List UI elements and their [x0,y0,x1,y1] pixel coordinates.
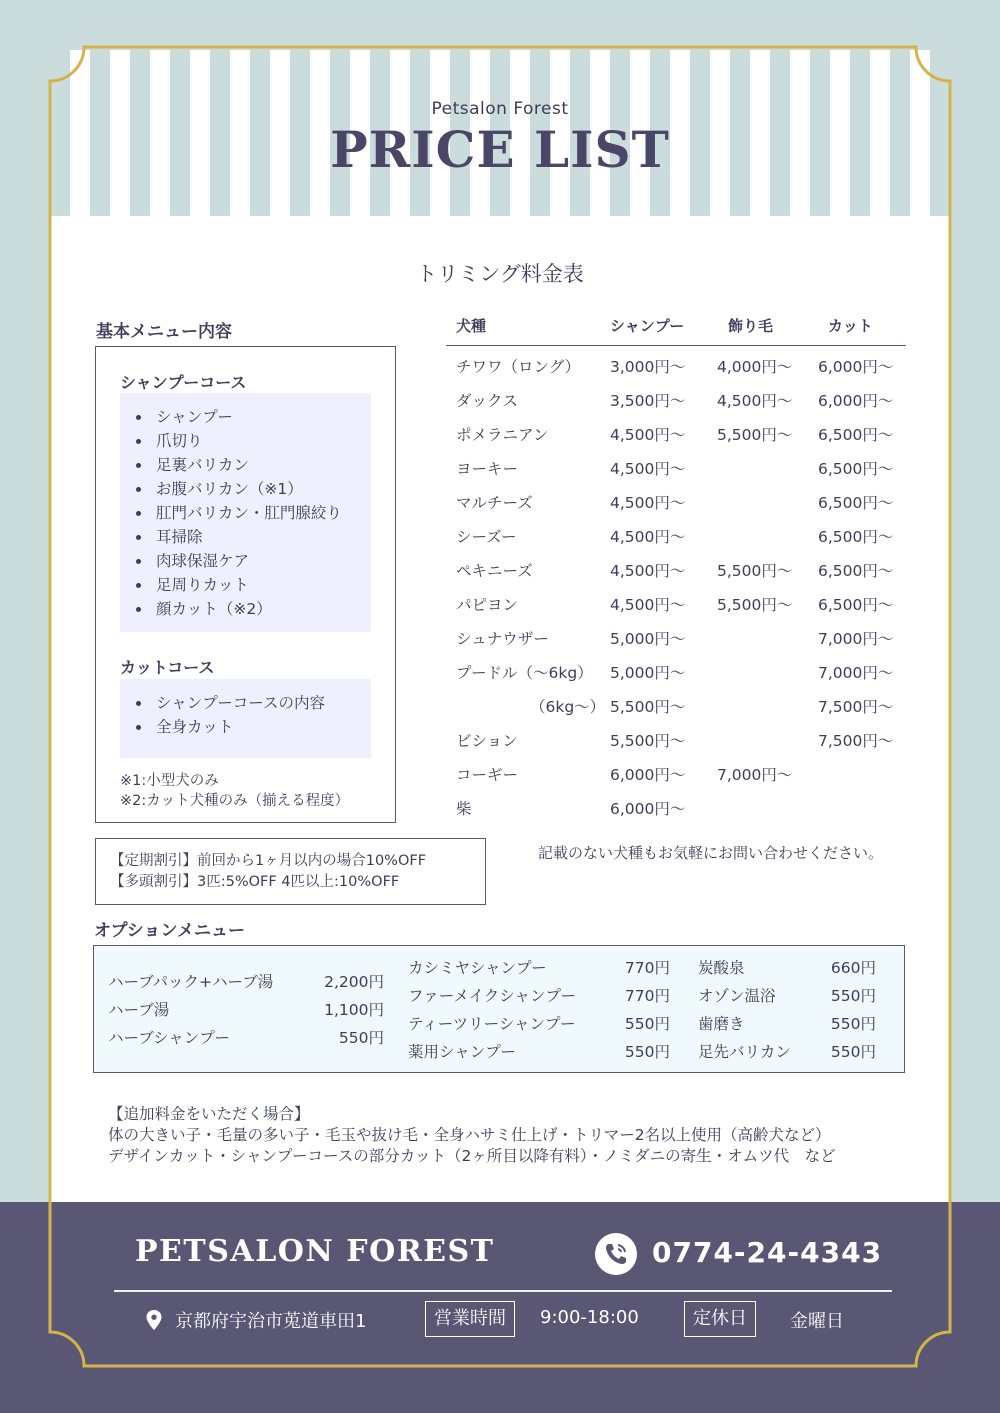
shampoo-price-cell: 3,500円〜 [610,392,686,410]
cut-price-cell: 6,500円〜 [818,494,894,512]
cut-course-list [120,679,371,758]
footer-salon-name: PETSALON FOREST [135,1234,495,1269]
option-name: カシミヤシャンプー [408,959,547,977]
price-table-body [446,350,906,826]
option-name: ティーツリーシャンプー [408,1015,576,1033]
cut-price-cell: 6,000円〜 [818,358,894,376]
option-name: ハーブシャンプー [108,1029,230,1047]
note-1: ※1:小型犬のみ [120,773,219,789]
list-item: 全身カット [134,715,371,739]
option-name: ハーブ湯 [108,1001,170,1019]
header-subtitle: Petsalon Forest [431,99,569,119]
option-name: オゾン温浴 [698,987,776,1005]
option-name: 足先バリカン [698,1043,791,1061]
option-price: 550円 [830,1043,876,1061]
header-cut: カット [828,317,873,335]
decor-price-cell: 4,500円〜 [717,392,793,410]
breed-cell: ヨーキー [456,460,519,478]
table-row [446,690,906,724]
option-name: 歯磨き [698,1015,745,1033]
breed-cell: ビション [456,732,518,750]
shampoo-price-cell: 5,000円〜 [610,630,686,648]
price-table [446,312,906,826]
option-name: 薬用シャンプー [408,1043,516,1061]
option-price: 660円 [830,959,876,977]
shampoo-price-cell: 4,500円〜 [610,494,686,512]
option-price: 2,200円 [324,973,384,991]
cut-price-cell: 6,500円〜 [818,426,894,444]
table-row [446,622,906,656]
price-table-note: 記載のない犬種もお気軽にお問い合わせください。 [538,844,884,862]
option-menu-heading: オプションメニュー [94,921,245,941]
cut-price-cell: 7,500円〜 [818,732,894,750]
shampoo-price-cell: 4,500円〜 [610,426,686,444]
table-row [446,554,906,588]
shampoo-price-cell: 6,000円〜 [610,766,686,784]
discount-multi: 【多頭割引】3匹:5%OFF 4匹以上:10%OFF [110,874,400,890]
option-price: 550円 [338,1029,384,1047]
shampoo-price-cell: 4,500円〜 [610,460,686,478]
cut-price-cell: 7,500円〜 [818,698,894,716]
discount-box [95,838,486,905]
shampoo-price-cell: 5,000円〜 [610,664,686,682]
option-menu-box [93,945,905,1073]
breed-cell: シュナウザー [456,630,549,648]
list-item: 顔カット（※2） [134,597,371,621]
table-row [446,418,906,452]
option-price: 550円 [624,1015,670,1033]
extra-fee-line-1: 体の大きい子・毛量の多い子・毛玉や抜け毛・全身ハサミ仕上げ・トリマー2名以上使用（高齢犬など） [108,1126,831,1144]
decor-price-cell: 5,500円〜 [717,596,793,614]
cut-price-cell: 6,000円〜 [818,392,894,410]
option-price: 770円 [624,987,670,1005]
table-row [446,520,906,554]
shampoo-price-cell: 4,500円〜 [610,562,686,580]
location-pin-icon [146,1310,162,1330]
shampoo-price-cell: 5,500円〜 [610,698,686,716]
shampoo-price-cell: 6,000円〜 [610,800,686,818]
cut-price-cell: 6,500円〜 [818,528,894,546]
table-row [446,758,906,792]
breed-cell: ポメラニアン [456,426,549,444]
extra-fee-line-2: デザインカット・シャンプーコースの部分カット（2ヶ所目以降有料）・ノミダニの寄生・オムツ代 など [108,1147,836,1165]
footer-divider [114,1290,892,1292]
section-title: トリミング料金表 [416,262,584,286]
business-hours: 9:00-18:00 [540,1307,639,1328]
phone-icon [595,1233,637,1275]
cut-price-cell: 6,500円〜 [818,460,894,478]
option-price: 1,100円 [324,1001,384,1019]
table-row [446,486,906,520]
footer-background [50,1202,950,1362]
breed-cell: 柴 [456,800,472,818]
list-item: 肉球保湿ケア [134,549,371,573]
list-item: 肛門バリカン・肛門腺絞り [134,501,371,525]
table-row [446,588,906,622]
breed-cell: ダックス [456,392,518,410]
list-item: 爪切り [134,429,371,453]
decor-price-cell: 5,500円〜 [717,562,793,580]
option-price: 550円 [830,1015,876,1033]
basic-menu-heading: 基本メニュー内容 [96,322,232,342]
option-price: 770円 [624,959,670,977]
breed-cell: コーギー [456,766,519,784]
breed-cell: ペキニーズ [456,562,533,580]
table-row [446,656,906,690]
shampoo-course-title: シャンプーコース [120,373,247,392]
cut-price-cell: 6,500円〜 [818,562,894,580]
shampoo-price-cell: 4,500円〜 [610,528,686,546]
header-shampoo: シャンプー [610,317,685,335]
list-item: シャンプーコースの内容 [134,691,371,715]
table-row [446,792,906,826]
cut-price-cell: 7,000円〜 [818,630,894,648]
option-price: 550円 [624,1043,670,1061]
extra-fee-info [108,1104,836,1167]
table-row [446,724,906,758]
shampoo-course-list [120,393,371,632]
breed-cell: シーズー [456,528,517,546]
breed-cell: （6kg〜） [530,698,606,716]
shampoo-price-cell: 4,500円〜 [610,596,686,614]
breed-cell: パピヨン [456,596,519,614]
shampoo-price-cell: 5,500円〜 [610,732,686,750]
discount-regular: 【定期割引】前回から1ヶ月以内の場合10%OFF [110,853,427,869]
decor-price-cell: 4,000円〜 [717,358,793,376]
closed-day: 金曜日 [790,1311,844,1332]
breed-cell: マルチーズ [456,494,533,512]
decor-price-cell: 7,000円〜 [717,766,793,784]
option-price: 550円 [830,987,876,1005]
decor-price-cell: 5,500円〜 [717,426,793,444]
option-name: 炭酸泉 [698,959,745,977]
footer-phone[interactable]: 0774-24-4343 [652,1236,883,1269]
option-name: ハーブパック+ハーブ湯 [108,973,274,991]
cut-course-title: カットコース [120,658,215,677]
list-item: お腹バリカン（※1） [134,477,371,501]
price-table-header [446,312,906,346]
list-item: 足裏バリカン [134,453,371,477]
hours-label: 営業時間 [425,1301,515,1337]
shampoo-price-cell: 3,000円〜 [610,358,686,376]
list-item: 耳掃除 [134,525,371,549]
extra-fee-title: 【追加料金をいただく場合】 [108,1105,310,1123]
table-row [446,350,906,384]
footer-address: 京都府宇治市莵道車田1 [175,1311,367,1332]
table-row [446,452,906,486]
cut-price-cell: 7,000円〜 [818,664,894,682]
header-breed: 犬種 [456,317,487,335]
note-2: ※2:カット犬種のみ（揃える程度） [120,793,350,809]
table-row [446,384,906,418]
list-item: 足周りカット [134,573,371,597]
breed-cell: プードル（〜6kg） [456,664,593,682]
basic-menu-notes [120,771,349,811]
header-decor: 飾り毛 [728,317,774,335]
list-item: シャンプー [134,405,371,429]
closed-day-label: 定休日 [684,1301,756,1337]
option-name: ファーメイクシャンプー [408,987,577,1005]
cut-price-cell: 6,500円〜 [818,596,894,614]
page-title: PRICE LIST [330,120,670,179]
breed-cell: チワワ（ロング） [456,358,581,376]
